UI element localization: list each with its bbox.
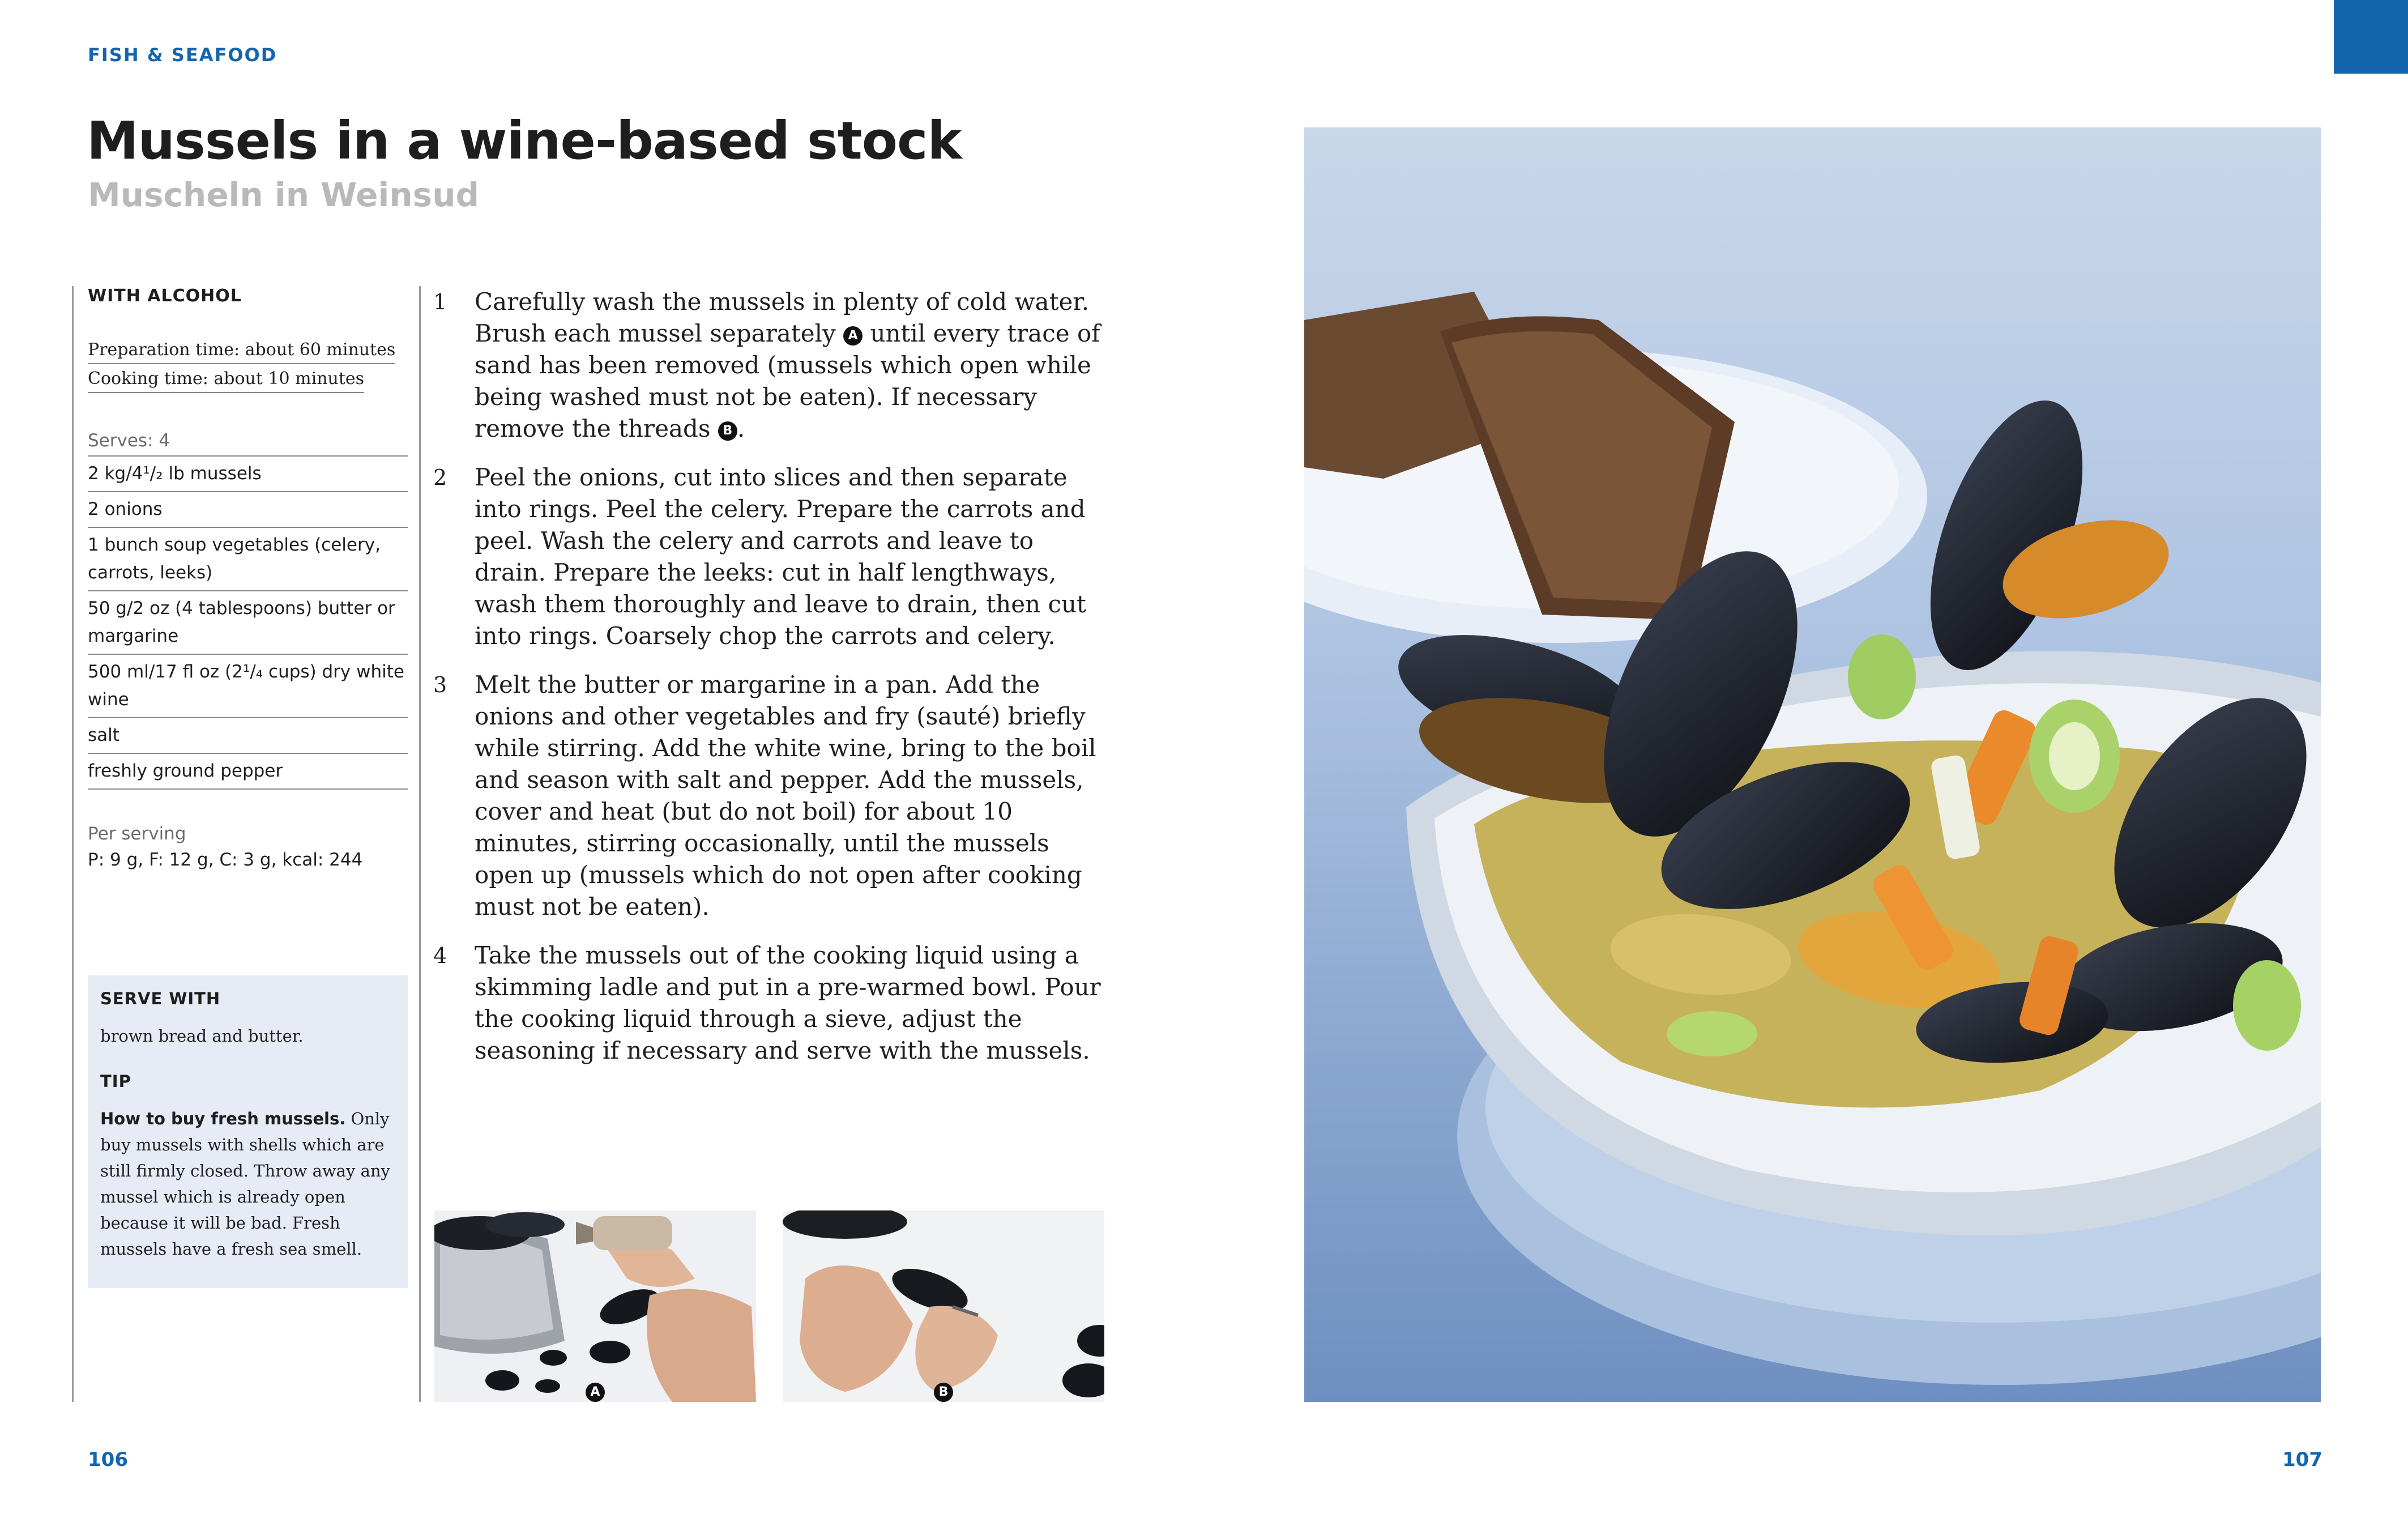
step-text: Take the mussels out of the cooking liquid using a skimming ladle and put in a pre-warmed bowl. Pour the cooking liquid through a sieve, adjust the seasoning if necessary and serve with the mussels. xyxy=(475,941,1101,1064)
step-text: Melt the butter or margarine in a pan. Add the onions and other vegetables and fry (sauté) briefly while stirring. Add the white wine, bring to the boil and season with salt and pepper. Add the mussels, cover and heat (but do not boil) for about 10 minutes, stirring occasionally, until the mussels open up (mussels which do not open after cooking must not be eaten). xyxy=(475,671,1096,920)
tip-label: TIP xyxy=(100,1072,131,1091)
ingredient-item: 50 g/2 oz (4 tablespoons) butter or margarine xyxy=(88,591,408,655)
step-number: 3 xyxy=(433,672,447,697)
tip-body: Only buy mussels with shells which are still firmly closed. Throw away any mussel which is already open because it will be bad. Fresh mussels have a fresh sea smell. xyxy=(100,1109,390,1259)
step-photo-a xyxy=(434,1210,756,1402)
step-photo-b xyxy=(783,1210,1104,1402)
page-number-left: 106 xyxy=(88,1448,128,1471)
mussels-bowl-image xyxy=(1304,127,2321,1402)
sidebar-rule xyxy=(72,286,74,1402)
photo-marker-b-icon: B xyxy=(934,1383,953,1402)
ingredient-item: freshly ground pepper xyxy=(88,754,408,790)
per-serving-label: Per serving xyxy=(88,824,186,844)
brushing-mussel-image xyxy=(434,1210,756,1402)
ingredient-item: salt xyxy=(88,718,408,754)
tip-text xyxy=(100,1106,395,1262)
step-3 xyxy=(433,669,1101,923)
serve-with-text: brown bread and butter. xyxy=(100,1026,304,1046)
step-text-part: Carefully wash the mussels in plenty of cold water. Brush each mussel separately xyxy=(475,288,1090,347)
step-1 xyxy=(433,286,1101,445)
step-4 xyxy=(433,940,1101,1067)
page-number-right: 107 xyxy=(2282,1448,2322,1471)
main-dish-photo xyxy=(1304,127,2321,1402)
corner-tab xyxy=(2334,0,2408,74)
section-header: FISH & SEAFOOD xyxy=(88,44,277,66)
per-serving-value: P: 9 g, F: 12 g, C: 3 g, kcal: 244 xyxy=(88,850,363,870)
ingredients-panel xyxy=(88,286,408,870)
serve-with-box xyxy=(88,975,408,1288)
step-number: 4 xyxy=(433,943,447,968)
serves: Serves: 4 xyxy=(88,430,408,457)
step-text: Peel the onions, cut into slices and then separate into rings. Peel the celery. Prepare the carrots and peel. Wash the celery and carrots and leave to drain. Prepare the leeks: cut in half lengthways, wash them thoroughly and leave to drain, then cut into rings. Coarsely chop the carrots and celery. xyxy=(475,463,1086,650)
tip-heading: How to buy fresh mussels. xyxy=(100,1109,346,1128)
marker-b-icon: B xyxy=(718,421,737,441)
alcohol-tag: WITH ALCOHOL xyxy=(88,286,242,306)
photo-marker-a-icon: A xyxy=(586,1383,605,1402)
column-rule xyxy=(419,286,421,1402)
step-number: 2 xyxy=(433,465,447,490)
method-steps xyxy=(433,286,1101,1084)
step-number: 1 xyxy=(433,289,447,314)
serve-with-label: SERVE WITH xyxy=(100,989,221,1008)
step-text-part: until every trace of sand has been removed (mussels which open while being washed must not be eaten). If necessary remove the threads xyxy=(475,319,1100,442)
ingredient-item: 500 ml/17 fl oz (2¹/₄ cups) dry white wine xyxy=(88,655,408,718)
step-text-part: . xyxy=(737,415,745,442)
step-2 xyxy=(433,462,1101,652)
marker-a-icon: A xyxy=(843,326,863,346)
ingredient-item: 1 bunch soup vegetables (celery, carrots, leeks) xyxy=(88,528,408,591)
removing-threads-image xyxy=(783,1210,1104,1402)
step-text xyxy=(475,286,1101,445)
recipe-subtitle: Muscheln in Weinsud xyxy=(88,176,480,214)
ingredient-list xyxy=(88,457,408,790)
ingredient-item: 2 onions xyxy=(88,492,408,528)
prep-time: Preparation time: about 60 minutes xyxy=(88,340,395,364)
ingredient-item: 2 kg/4¹/₂ lb mussels xyxy=(88,457,408,492)
recipe-title: Mussels in a wine-based stock xyxy=(87,110,962,171)
cook-time: Cooking time: about 10 minutes xyxy=(88,369,364,393)
